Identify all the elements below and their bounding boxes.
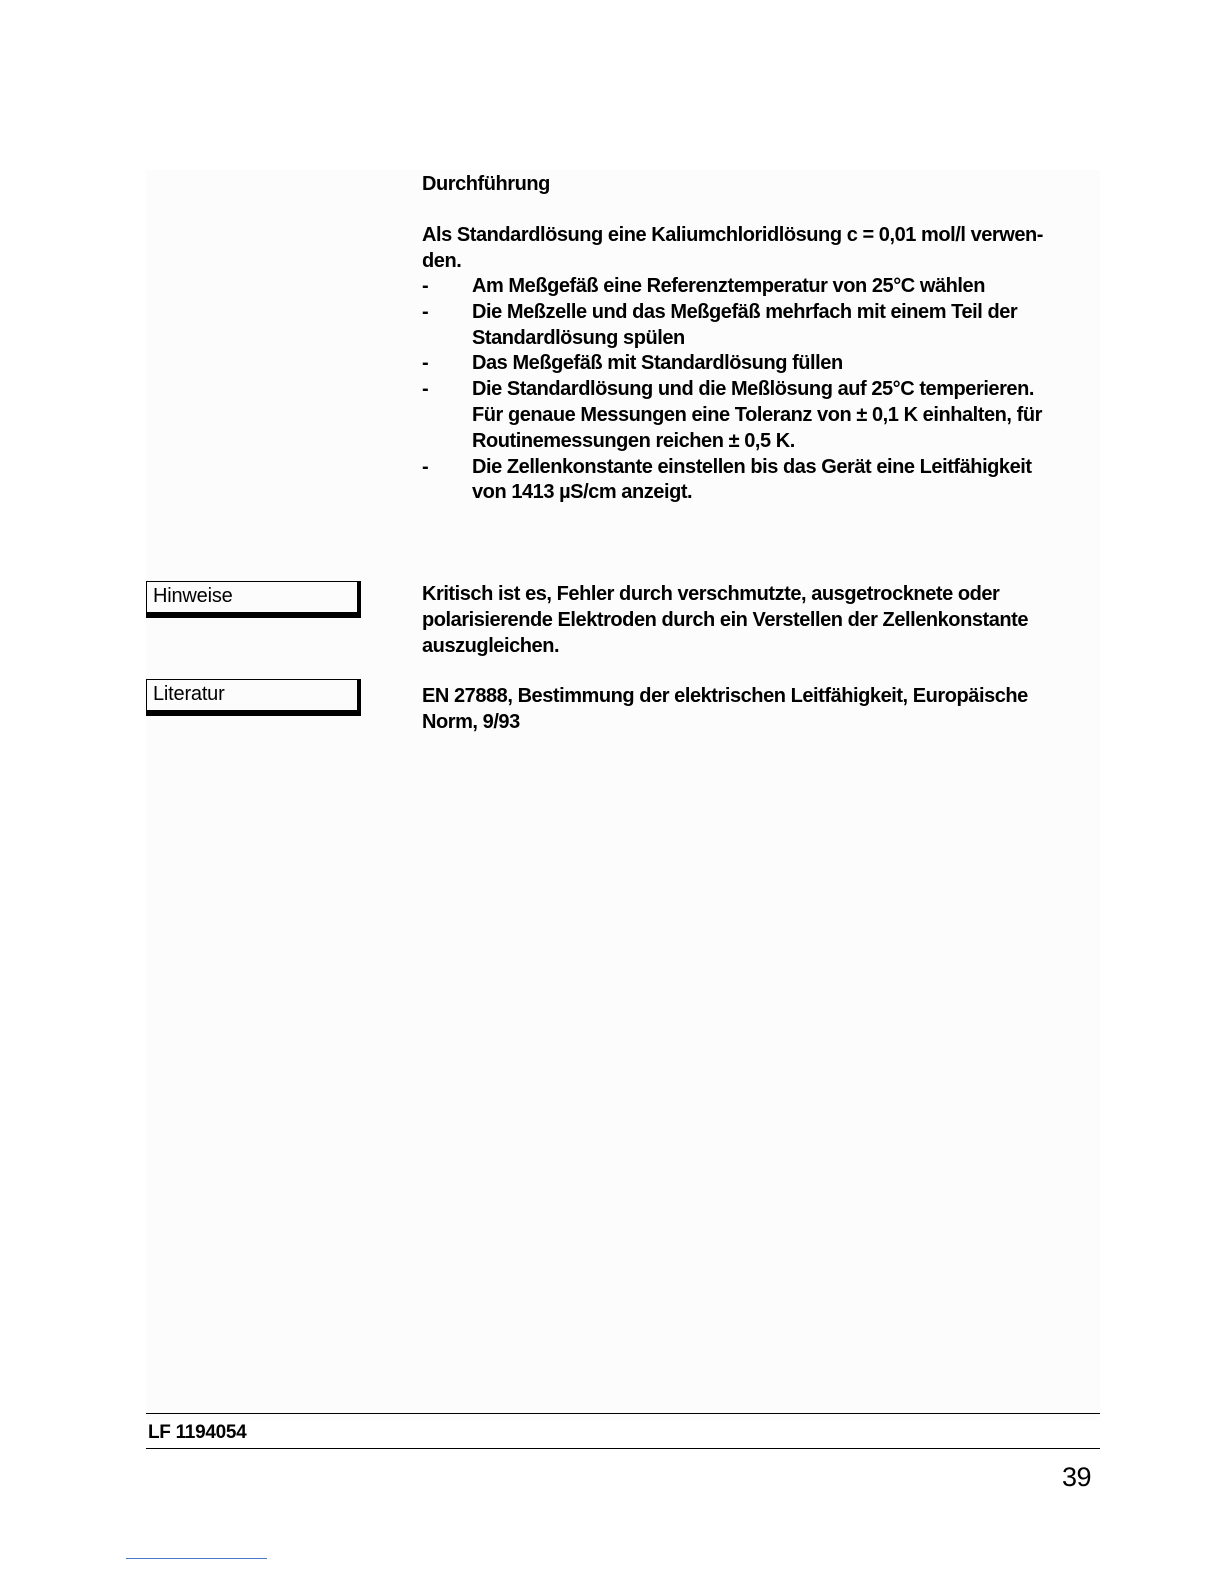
step-line: Am Meßgefäß eine Referenztemperatur von 25°C wählen [472,275,985,297]
step-line: Die Standardlösung und die Meßlösung auf 25°C temperieren. [472,378,1034,401]
step-line: Die Zellenkonstante einstellen bis das Gerät eine Leitfähigkeit [472,455,1032,478]
bullet-dash: - [422,378,429,401]
literature-label: Literatur [153,683,225,705]
procedure-step [422,455,1042,507]
step-line: Standardlösung spülen [472,326,685,349]
notes-text [422,582,1028,659]
procedure-step [422,274,1042,300]
procedure-steps-list [422,274,1042,506]
literature-line: Norm, 9/93 [422,710,520,733]
document-code: LF 1194054 [148,1422,247,1443]
procedure-intro [422,223,1043,275]
footer-top-rule [146,1413,1100,1414]
notes-line: Kritisch ist es, Fehler durch verschmutzte, ausgetrocknete oder [422,583,1000,605]
literature-label-box [146,679,361,716]
notes-label-box [146,581,361,618]
intro-line: den. [422,249,462,272]
notes-label: Hinweise [153,585,233,607]
bullet-dash: - [422,300,429,323]
literature-text [422,684,1028,736]
footer-bottom-rule [146,1448,1100,1449]
page-number: 39 [1062,1462,1092,1492]
step-line: Für genaue Messungen eine Toleranz von ± 0,1 K einhalten, für [472,403,1042,426]
step-line: Das Meßgefäß mit Standardlösung füllen [472,352,843,375]
procedure-heading: Durchführung [422,173,550,195]
procedure-step [422,377,1042,454]
bullet-dash: - [422,275,429,297]
procedure-step [422,300,1042,352]
procedure-step [422,351,1042,377]
step-line: Routinemessungen reichen ± 0,5 K. [472,429,795,452]
step-line: Die Meßzelle und das Meßgefäß mehrfach mit einem Teil der [472,300,1018,323]
notes-line: auszugleichen. [422,634,560,657]
link-underline [126,1558,267,1559]
bullet-dash: - [422,455,429,478]
notes-line: polarisierende Elektroden durch ein Verstellen der Zellenkonstante [422,608,1029,631]
intro-line: Als Standardlösung eine Kaliumchloridlösung c = 0,01 mol/l verwen- [422,224,1044,246]
bullet-dash: - [422,352,429,375]
step-line: von 1413 µS/cm anzeigt. [472,481,693,504]
literature-line: EN 27888, Bestimmung der elektrischen Leitfähigkeit, Europäische [422,685,1028,707]
